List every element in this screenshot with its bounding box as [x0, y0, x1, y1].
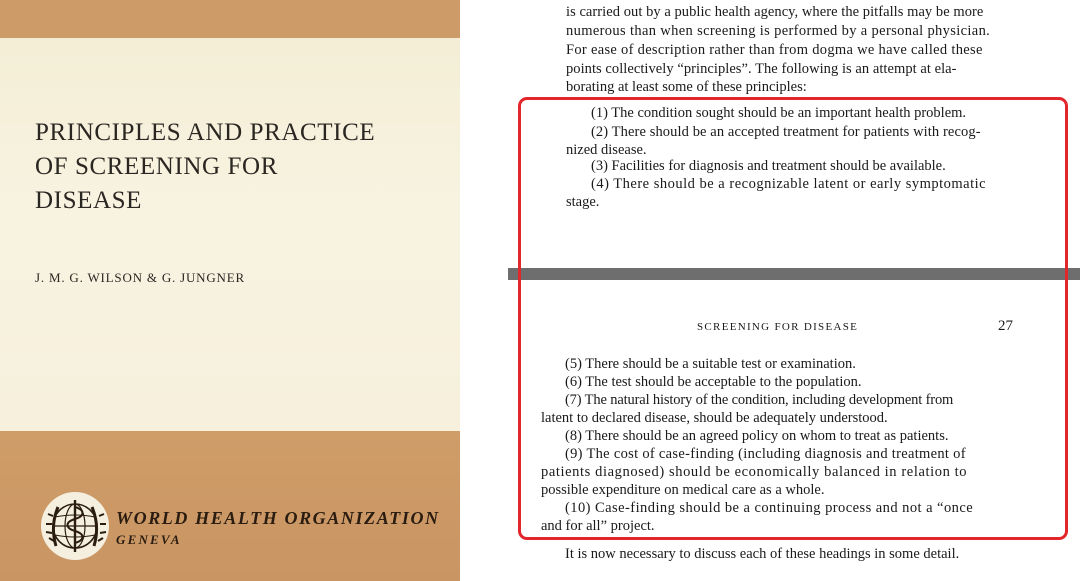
book-cover: [0, 0, 460, 581]
highlight-box: [518, 97, 1068, 540]
principle-2-cont: nized disease.: [566, 142, 647, 158]
principle-7-cont: latent to declared disease, should be adequately understood.: [541, 410, 888, 426]
cover-title-line-2: OF SCREENING FOR: [35, 153, 278, 180]
cover-title-line-3: DISEASE: [35, 187, 142, 214]
running-head: SCREENING FOR DISEASE: [697, 321, 859, 333]
publisher-name: WORLD HEALTH ORGANIZATION: [116, 508, 440, 528]
principle-9-cont: possible expenditure on medical care as a whole.: [541, 482, 825, 498]
cover-authors: J. M. G. WILSON & G. JUNGNER: [35, 270, 245, 285]
who-emblem-icon: [40, 491, 110, 561]
principle-8: (8) There should be an agreed policy on whom to treat as patients.: [565, 428, 949, 444]
principle-10: (10) Case-finding should be a continuing process and not a “once: [565, 500, 974, 516]
principle-4: (4) There should be a recognizable latent or early symptomatic: [591, 176, 987, 192]
principle-3: (3) Facilities for diagnosis and treatment should be available.: [591, 158, 946, 174]
publisher-city: GENEVA: [116, 532, 182, 547]
principle-6: (6) The test should be acceptable to the population.: [565, 374, 862, 390]
principle-4-cont: stage.: [566, 194, 600, 210]
cover-top-band: [0, 0, 460, 38]
body-line: For ease of description rather than from dogma we have called these: [566, 42, 983, 58]
principle-2: (2) There should be an accepted treatment for patients with recog-: [591, 124, 981, 140]
body-line: points collectively “principles”. The following is an attempt at ela-: [566, 61, 957, 77]
body-line: borating at least some of these principles:: [566, 79, 807, 95]
page-number: 27: [998, 318, 1013, 334]
principle-1: (1) The condition sought should be an important health problem.: [591, 105, 967, 121]
cover-cream-panel: [0, 38, 460, 431]
cover-title: [35, 116, 435, 218]
principle-10-cont: and for all” project.: [541, 518, 655, 534]
principle-5: (5) There should be a suitable test or examination.: [565, 356, 856, 372]
principle-7: (7) The natural history of the condition, including development from: [565, 392, 954, 408]
cover-title-line-1: PRINCIPLES AND PRACTICE: [35, 119, 376, 146]
body-line: numerous than when screening is performed by a personal physician.: [566, 23, 991, 39]
body-line: is carried out by a public health agency, where the pitfalls may be more: [566, 4, 984, 20]
principle-9-cont: patients diagnosed) should be economically balanced in relation to: [541, 464, 968, 480]
principle-9: (9) The cost of case-finding (including diagnosis and treatment of: [565, 446, 966, 462]
closing-sentence: It is now necessary to discuss each of these headings in some detail.: [565, 546, 960, 562]
